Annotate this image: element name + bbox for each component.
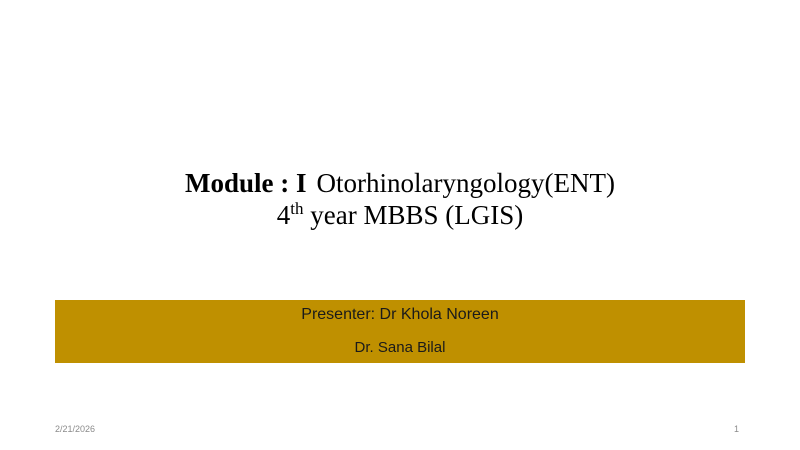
presenter-line-1: Presenter: Dr Khola Noreen [301,306,499,323]
year-suffix: th [290,199,304,218]
presenter-line-2: Dr. Sana Bilal [354,339,446,356]
year-number: 4 [276,200,291,230]
presenter-band [55,300,745,363]
title-line-module [0,166,800,200]
title-line-course [0,200,800,230]
footer-page-number: 1 [733,424,739,434]
course-label: year MBBS (LGIS) [310,200,524,230]
footer-date: 2/21/2026 [55,424,96,434]
module-label: Module : I [185,168,307,198]
subject-label: Otorhinolaryngology(ENT) [316,168,615,198]
slide-title [0,166,800,230]
